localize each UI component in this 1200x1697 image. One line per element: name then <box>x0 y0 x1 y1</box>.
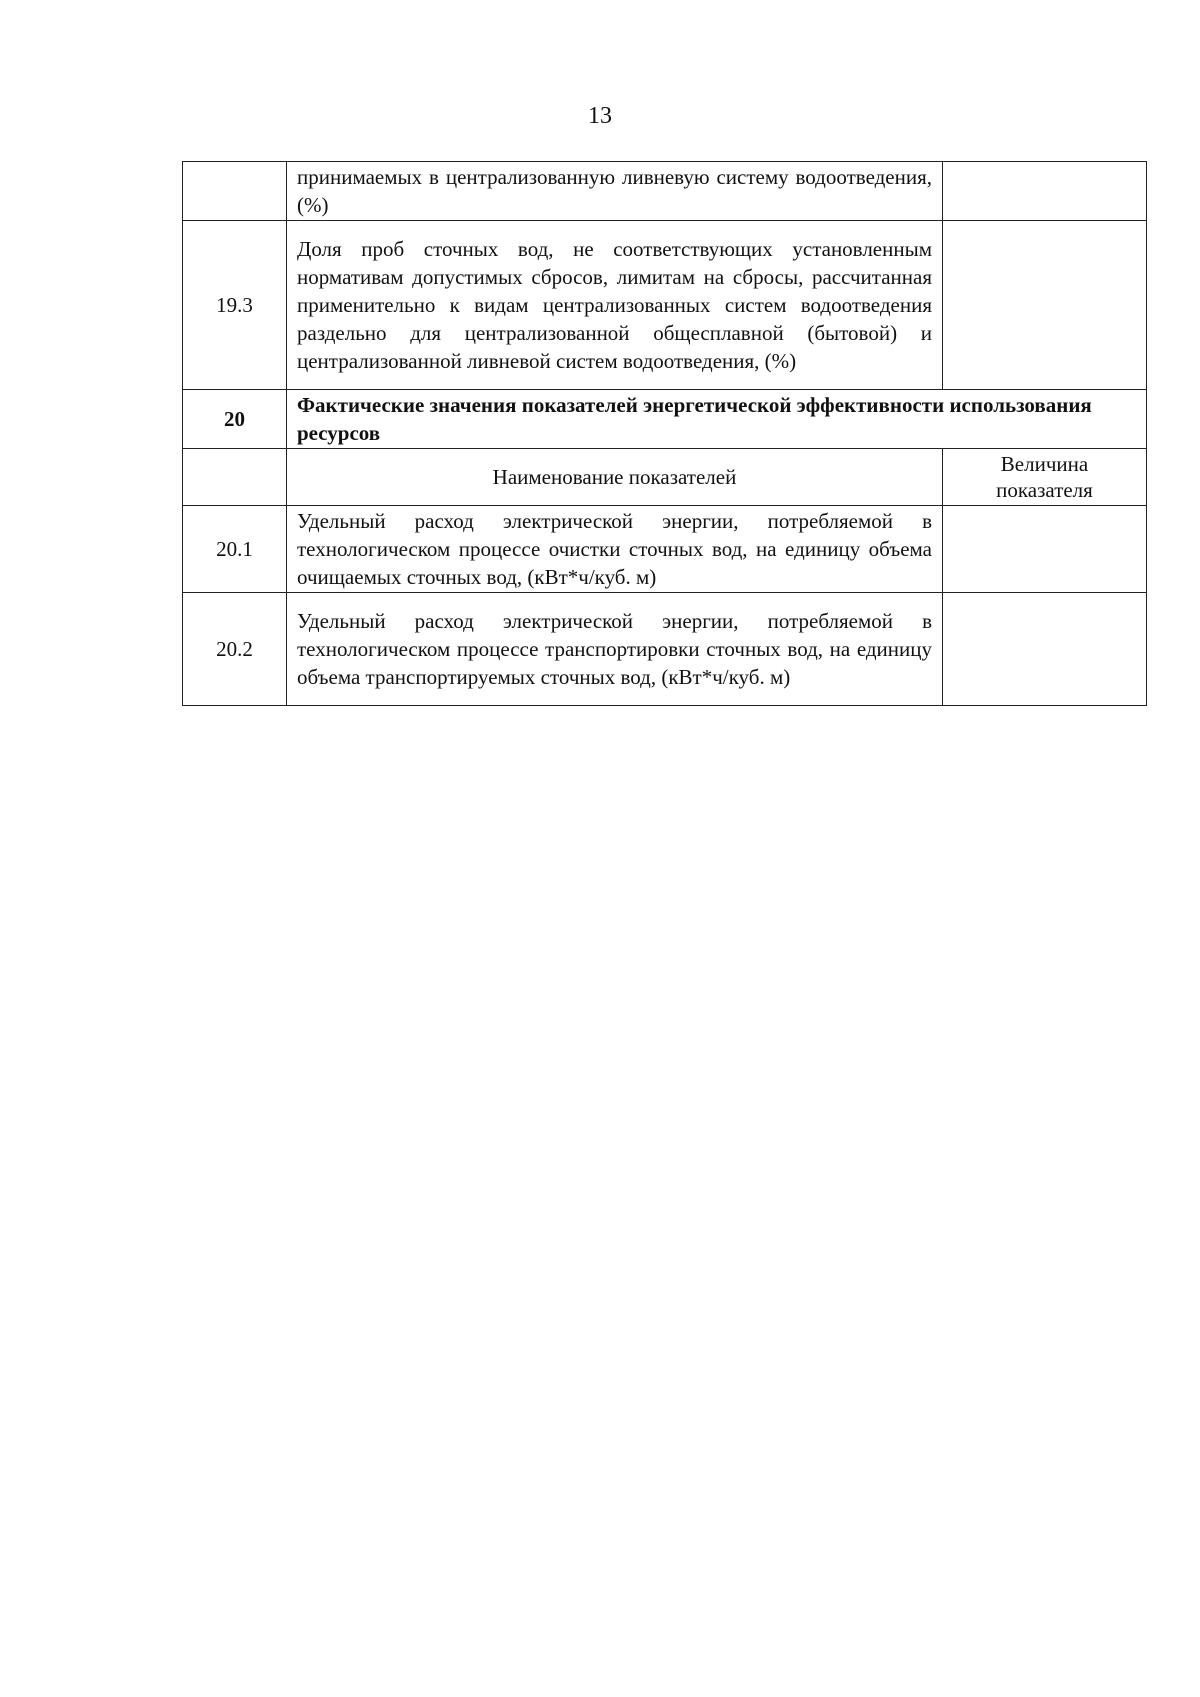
row-number-cell <box>183 162 287 221</box>
indicator-name-cell: Удельный расход электрической энергии, потребляемой в технологическом процессе транспортировки сточных вод, на единицу объема транспортируемых сточных вод, (кВт*ч/куб. м) <box>287 593 943 706</box>
indicator-value-cell <box>943 506 1147 593</box>
header-number-cell <box>183 449 287 506</box>
table-row <box>183 593 1147 706</box>
indicator-name-cell: Доля проб сточных вод, не соответствующих установленным нормативам допустимых сбросов, лимитам на сбросы, рассчитанная применительно к видам централизованных систем водоотведения раздельно для централизованной общесплавной (бытовой) и централизованной ливневой систем водоотведения, (%) <box>287 221 943 390</box>
indicator-name-cell: принимаемых в централизованную ливневую систему водоотведения, (%) <box>287 162 943 221</box>
indicator-name-cell: Удельный расход электрической энергии, потребляемой в технологическом процессе очистки сточных вод, на единицу объема очищаемых сточных вод, (кВт*ч/куб. м) <box>287 506 943 593</box>
indicator-value-cell <box>943 221 1147 390</box>
page-number: 13 <box>588 103 612 129</box>
indicator-value-cell <box>943 162 1147 221</box>
row-number-cell: 19.3 <box>183 221 287 390</box>
indicator-value-cell <box>943 593 1147 706</box>
row-number-cell: 20.2 <box>183 593 287 706</box>
section-number-cell: 20 <box>183 390 287 449</box>
table-row <box>183 221 1147 390</box>
section-title-cell: Фактические значения показателей энергетической эффективности использования ресурсов <box>287 390 1147 449</box>
section-header-row <box>183 390 1147 449</box>
header-value-cell: Величина показателя <box>943 449 1147 506</box>
table-row <box>183 506 1147 593</box>
header-name-cell: Наименование показателей <box>287 449 943 506</box>
row-number-cell: 20.1 <box>183 506 287 593</box>
indicators-table <box>182 161 1147 706</box>
column-header-row <box>183 449 1147 506</box>
table-row <box>183 162 1147 221</box>
